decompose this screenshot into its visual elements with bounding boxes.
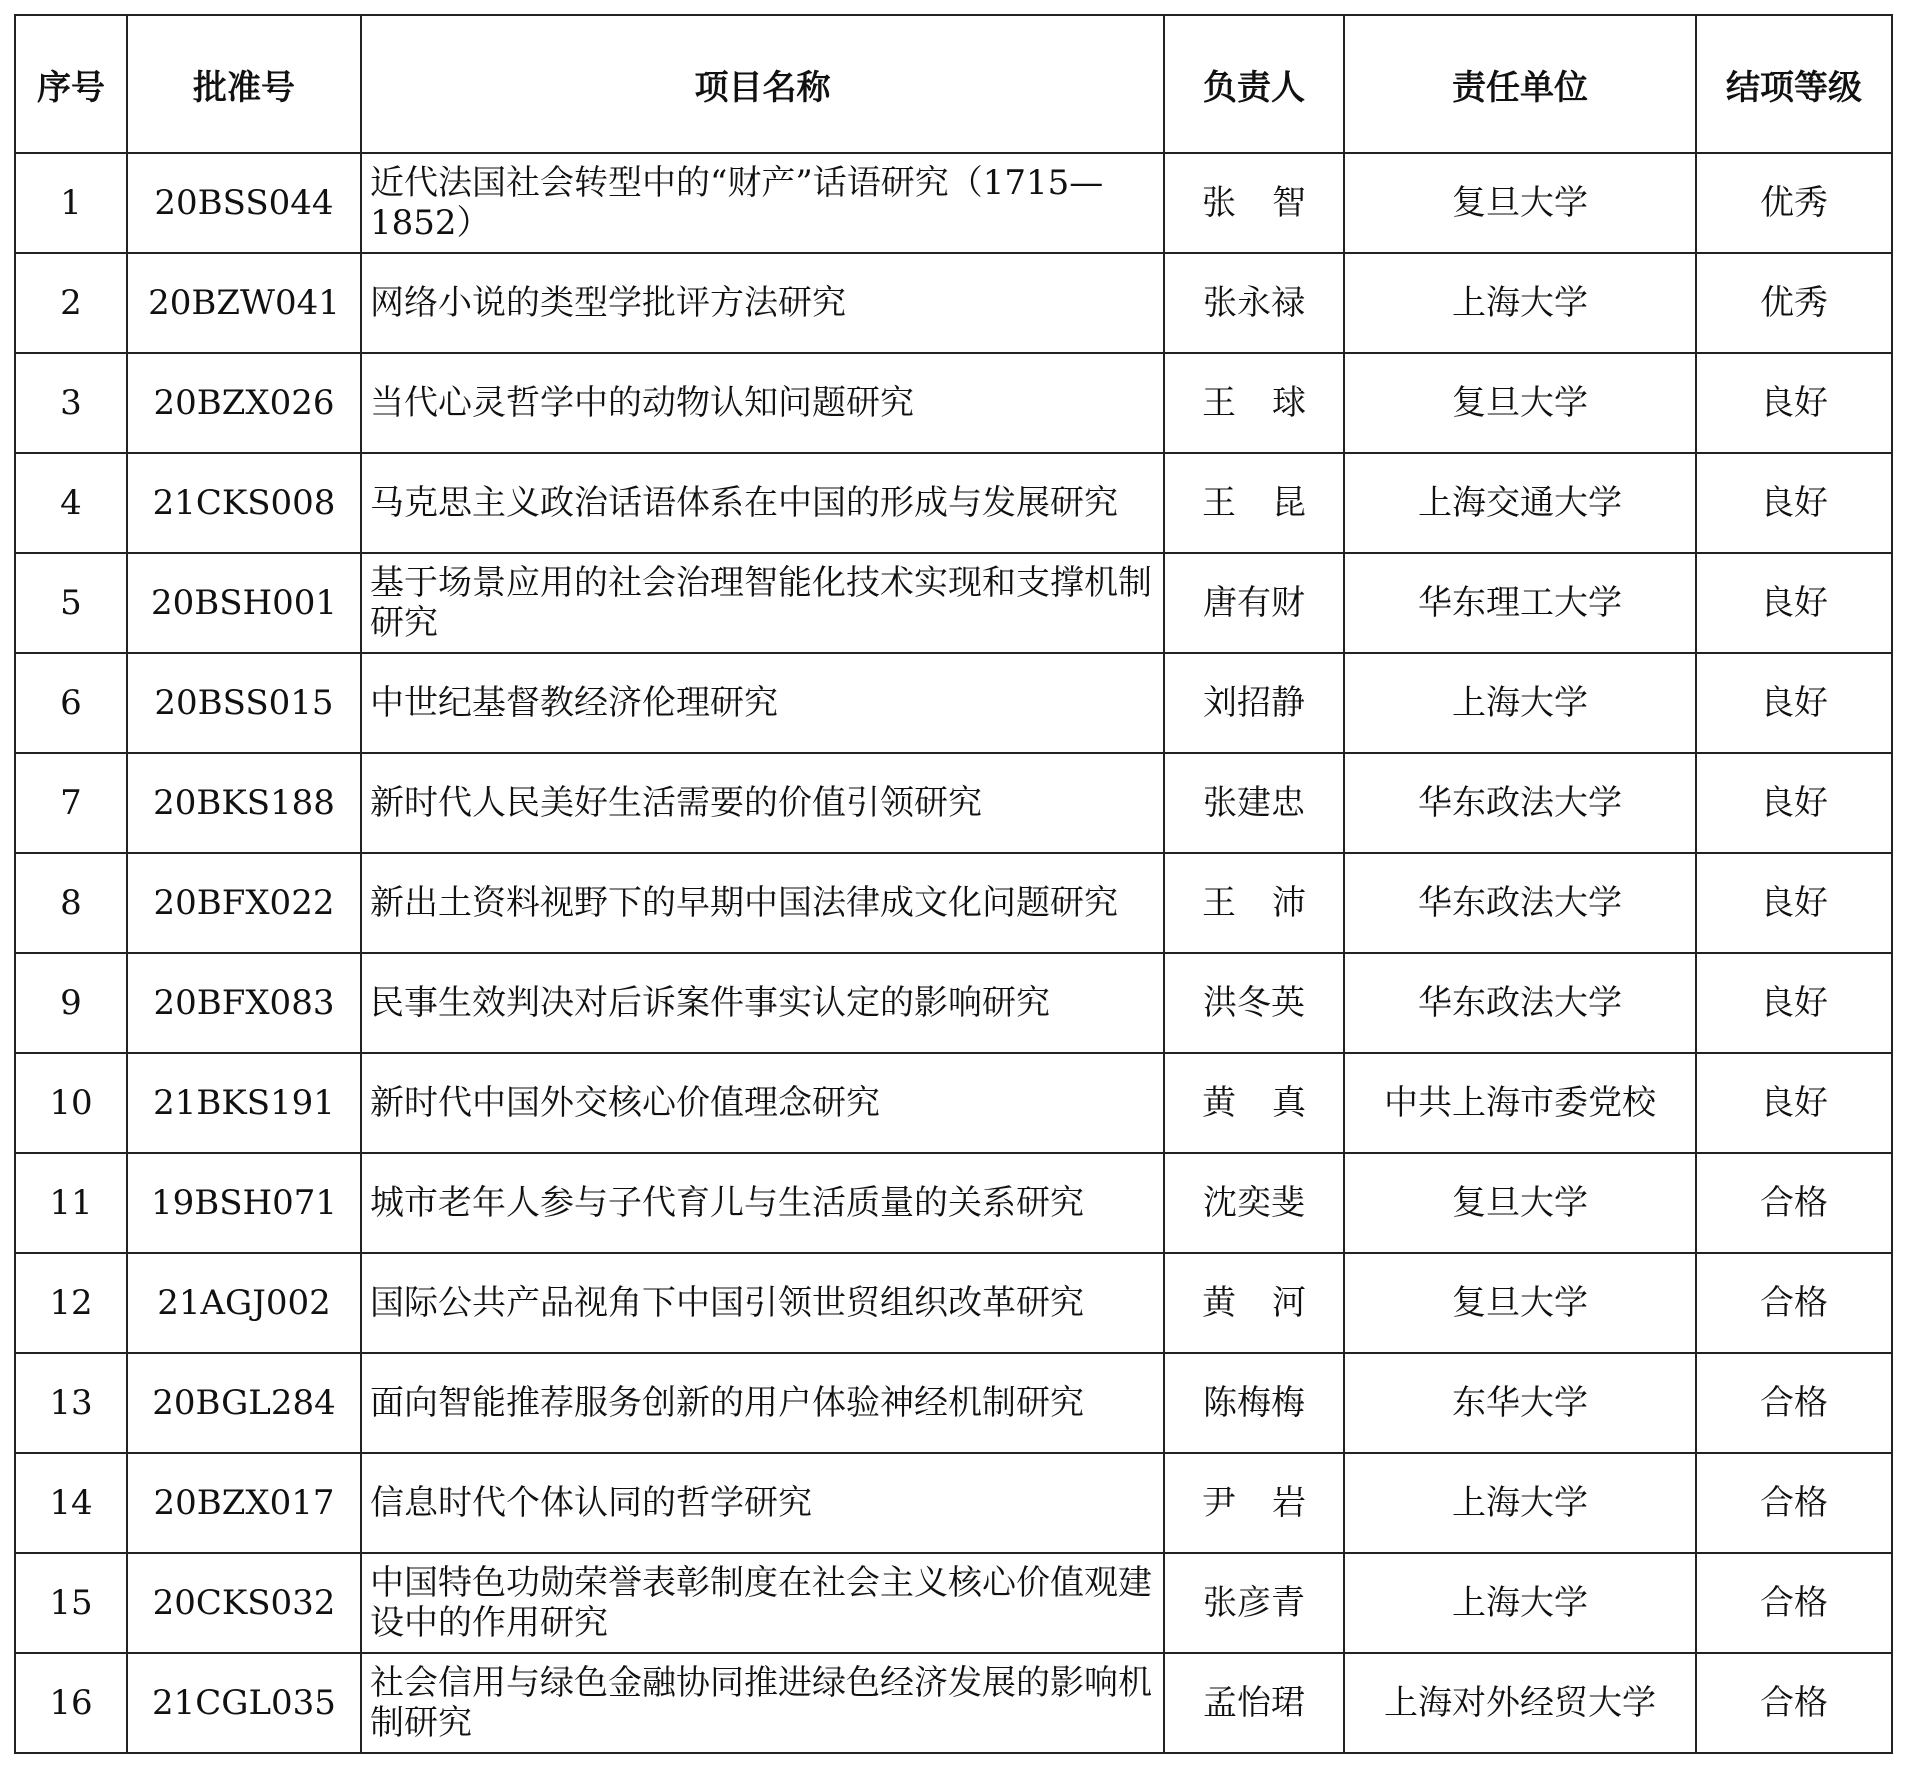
cell-seq: 12 <box>15 1253 127 1353</box>
cell-project-name: 中国特色功勋荣誉表彰制度在社会主义核心价值观建设中的作用研究 <box>361 1553 1164 1653</box>
cell-unit: 复旦大学 <box>1344 1153 1696 1253</box>
cell-approval-number: 20BZX026 <box>127 353 361 453</box>
table-row <box>15 1153 1892 1253</box>
cell-project-name: 新出土资料视野下的早期中国法律成文化问题研究 <box>361 853 1164 953</box>
cell-unit: 复旦大学 <box>1344 353 1696 453</box>
cell-unit: 上海交通大学 <box>1344 453 1696 553</box>
table-row <box>15 1253 1892 1353</box>
cell-leader: 王球 <box>1164 353 1344 453</box>
cell-leader: 刘招静 <box>1164 653 1344 753</box>
header-approval-number: 批准号 <box>127 15 361 153</box>
cell-leader: 黄真 <box>1164 1053 1344 1153</box>
cell-approval-number: 20BFX022 <box>127 853 361 953</box>
cell-seq: 3 <box>15 353 127 453</box>
cell-seq: 10 <box>15 1053 127 1153</box>
cell-seq: 7 <box>15 753 127 853</box>
cell-unit: 上海大学 <box>1344 1453 1696 1553</box>
cell-project-name: 城市老年人参与子代育儿与生活质量的关系研究 <box>361 1153 1164 1253</box>
table-row <box>15 1453 1892 1553</box>
header-leader: 负责人 <box>1164 15 1344 153</box>
cell-project-name: 信息时代个体认同的哲学研究 <box>361 1453 1164 1553</box>
cell-seq: 16 <box>15 1653 127 1753</box>
cell-grade: 良好 <box>1696 353 1892 453</box>
cell-seq: 13 <box>15 1353 127 1453</box>
cell-seq: 2 <box>15 253 127 353</box>
project-table <box>14 14 1893 1754</box>
cell-approval-number: 20BZW041 <box>127 253 361 353</box>
cell-seq: 6 <box>15 653 127 753</box>
table-row <box>15 353 1892 453</box>
cell-approval-number: 21AGJ002 <box>127 1253 361 1353</box>
table-row <box>15 1053 1892 1153</box>
cell-leader: 陈梅梅 <box>1164 1353 1344 1453</box>
cell-leader: 张彦青 <box>1164 1553 1344 1653</box>
cell-leader: 张智 <box>1164 153 1344 253</box>
cell-seq: 11 <box>15 1153 127 1253</box>
cell-unit: 中共上海市委党校 <box>1344 1053 1696 1153</box>
table-row <box>15 1653 1892 1753</box>
table-row <box>15 753 1892 853</box>
cell-project-name: 新时代人民美好生活需要的价值引领研究 <box>361 753 1164 853</box>
cell-grade: 优秀 <box>1696 253 1892 353</box>
cell-grade: 合格 <box>1696 1653 1892 1753</box>
table-header-row <box>15 15 1892 153</box>
table-row <box>15 153 1892 253</box>
cell-grade: 优秀 <box>1696 153 1892 253</box>
cell-leader: 唐有财 <box>1164 553 1344 653</box>
cell-project-name: 中世纪基督教经济伦理研究 <box>361 653 1164 753</box>
cell-approval-number: 21CKS008 <box>127 453 361 553</box>
cell-leader: 尹岩 <box>1164 1453 1344 1553</box>
cell-seq: 15 <box>15 1553 127 1653</box>
cell-seq: 1 <box>15 153 127 253</box>
cell-seq: 14 <box>15 1453 127 1553</box>
table-row <box>15 853 1892 953</box>
cell-approval-number: 20BSH001 <box>127 553 361 653</box>
cell-project-name: 社会信用与绿色金融协同推进绿色经济发展的影响机制研究 <box>361 1653 1164 1753</box>
table-row <box>15 653 1892 753</box>
table-row <box>15 953 1892 1053</box>
cell-unit: 华东政法大学 <box>1344 853 1696 953</box>
cell-unit: 东华大学 <box>1344 1353 1696 1453</box>
cell-approval-number: 20BFX083 <box>127 953 361 1053</box>
cell-grade: 合格 <box>1696 1353 1892 1453</box>
cell-unit: 华东政法大学 <box>1344 953 1696 1053</box>
cell-unit: 上海大学 <box>1344 253 1696 353</box>
cell-project-name: 网络小说的类型学批评方法研究 <box>361 253 1164 353</box>
cell-unit: 上海大学 <box>1344 1553 1696 1653</box>
cell-approval-number: 21CGL035 <box>127 1653 361 1753</box>
cell-seq: 9 <box>15 953 127 1053</box>
cell-grade: 良好 <box>1696 553 1892 653</box>
cell-grade: 良好 <box>1696 753 1892 853</box>
cell-grade: 合格 <box>1696 1453 1892 1553</box>
cell-unit: 复旦大学 <box>1344 1253 1696 1353</box>
cell-approval-number: 20BGL284 <box>127 1353 361 1453</box>
cell-project-name: 近代法国社会转型中的“财产”话语研究（1715—1852） <box>361 153 1164 253</box>
cell-project-name: 基于场景应用的社会治理智能化技术实现和支撑机制研究 <box>361 553 1164 653</box>
cell-leader: 王沛 <box>1164 853 1344 953</box>
cell-leader: 张永禄 <box>1164 253 1344 353</box>
cell-seq: 8 <box>15 853 127 953</box>
table-row <box>15 1353 1892 1453</box>
cell-grade: 良好 <box>1696 1053 1892 1153</box>
cell-project-name: 当代心灵哲学中的动物认知问题研究 <box>361 353 1164 453</box>
cell-project-name: 国际公共产品视角下中国引领世贸组织改革研究 <box>361 1253 1164 1353</box>
cell-leader: 黄河 <box>1164 1253 1344 1353</box>
table-row <box>15 553 1892 653</box>
cell-approval-number: 20CKS032 <box>127 1553 361 1653</box>
cell-seq: 4 <box>15 453 127 553</box>
cell-grade: 良好 <box>1696 953 1892 1053</box>
header-project-name: 项目名称 <box>361 15 1164 153</box>
cell-grade: 合格 <box>1696 1153 1892 1253</box>
cell-leader: 张建忠 <box>1164 753 1344 853</box>
cell-project-name: 马克思主义政治话语体系在中国的形成与发展研究 <box>361 453 1164 553</box>
cell-project-name: 面向智能推荐服务创新的用户体验神经机制研究 <box>361 1353 1164 1453</box>
cell-approval-number: 21BKS191 <box>127 1053 361 1153</box>
cell-project-name: 民事生效判决对后诉案件事实认定的影响研究 <box>361 953 1164 1053</box>
cell-grade: 合格 <box>1696 1253 1892 1353</box>
cell-approval-number: 20BKS188 <box>127 753 361 853</box>
header-seq: 序号 <box>15 15 127 153</box>
cell-unit: 华东政法大学 <box>1344 753 1696 853</box>
header-grade: 结项等级 <box>1696 15 1892 153</box>
cell-unit: 上海大学 <box>1344 653 1696 753</box>
cell-unit: 上海对外经贸大学 <box>1344 1653 1696 1753</box>
cell-grade: 良好 <box>1696 453 1892 553</box>
cell-grade: 良好 <box>1696 853 1892 953</box>
cell-grade: 良好 <box>1696 653 1892 753</box>
cell-seq: 5 <box>15 553 127 653</box>
header-unit: 责任单位 <box>1344 15 1696 153</box>
cell-grade: 合格 <box>1696 1553 1892 1653</box>
cell-approval-number: 20BSS015 <box>127 653 361 753</box>
cell-approval-number: 20BSS044 <box>127 153 361 253</box>
table-row <box>15 453 1892 553</box>
cell-leader: 王昆 <box>1164 453 1344 553</box>
table-row <box>15 253 1892 353</box>
cell-unit: 复旦大学 <box>1344 153 1696 253</box>
cell-leader: 沈奕斐 <box>1164 1153 1344 1253</box>
cell-project-name: 新时代中国外交核心价值理念研究 <box>361 1053 1164 1153</box>
cell-approval-number: 20BZX017 <box>127 1453 361 1553</box>
cell-leader: 孟怡珺 <box>1164 1653 1344 1753</box>
cell-unit: 华东理工大学 <box>1344 553 1696 653</box>
cell-leader: 洪冬英 <box>1164 953 1344 1053</box>
cell-approval-number: 19BSH071 <box>127 1153 361 1253</box>
table-row <box>15 1553 1892 1653</box>
